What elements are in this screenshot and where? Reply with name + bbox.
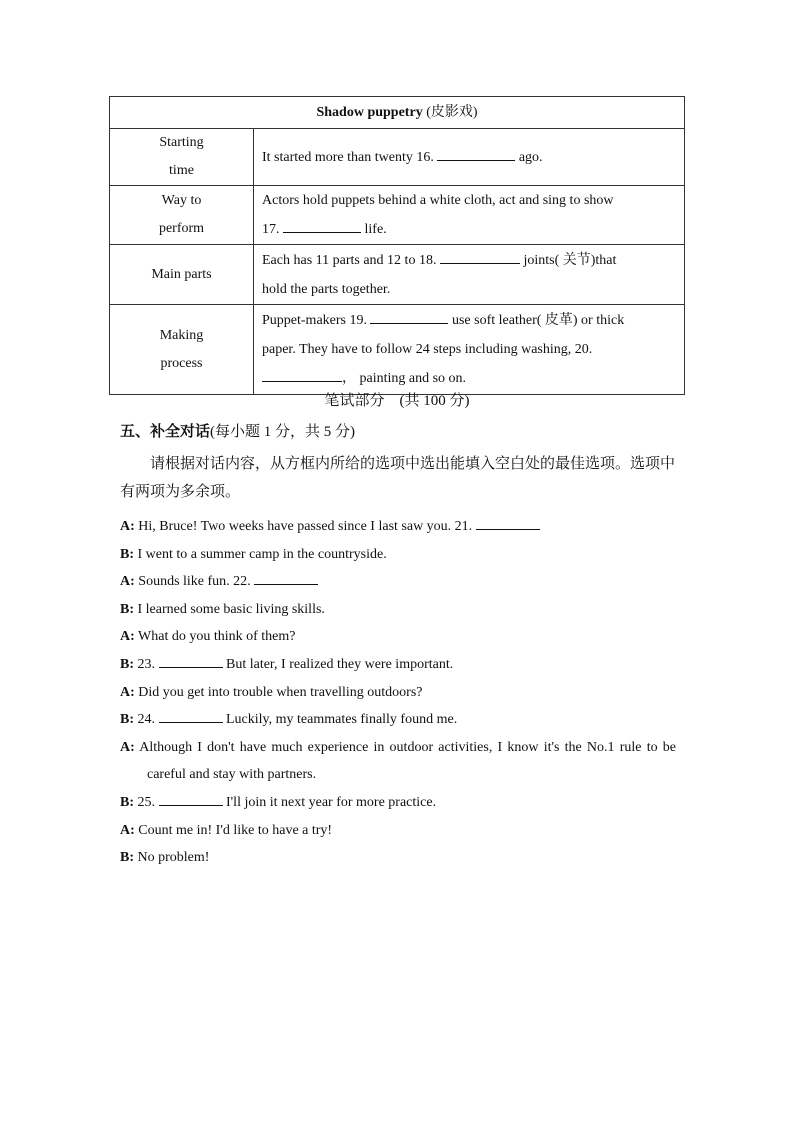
speaker-label: B: <box>120 546 134 562</box>
answer-blank[interactable] <box>159 793 223 806</box>
answer-blank-18[interactable] <box>440 249 520 264</box>
row-content-main-parts <box>254 245 685 305</box>
dialogue-text: 23. <box>137 656 159 672</box>
dialogue-line <box>120 596 676 624</box>
answer-blank[interactable] <box>254 572 318 585</box>
speaker-label: B: <box>120 794 134 810</box>
dialogue-line <box>120 513 676 541</box>
dialogue-line <box>120 623 676 651</box>
row-text: 17. <box>262 222 283 237</box>
dialogue-line <box>120 651 676 679</box>
row-text: ago. <box>515 149 543 165</box>
row-label-line: Way to <box>161 193 202 208</box>
row-label-line: process <box>160 355 203 371</box>
row-label-line: Main parts <box>151 266 212 282</box>
section-points: (每小题 1 分，共 5 分) <box>210 424 356 440</box>
row-text: Actors hold puppets behind a white cloth, act and sing to show <box>262 193 614 208</box>
dialogue-text: I went to a summer camp in the countryside. <box>137 546 387 562</box>
speaker-label: B: <box>120 712 134 728</box>
row-label-line: Making <box>159 327 204 343</box>
row-label-line: Starting <box>159 135 204 150</box>
row-label-main-parts <box>110 245 254 305</box>
dialogue-line <box>120 679 676 707</box>
answer-blank-17[interactable] <box>283 218 361 233</box>
table-row <box>110 245 685 305</box>
table-header-row <box>110 97 685 129</box>
speaker-label: A: <box>120 519 135 534</box>
dialogue-text: Although I don't have much experience in outdoor activities, I know it's the No.1 rule to be careful and stay with partners. <box>139 739 676 783</box>
dialogue-line <box>120 817 676 845</box>
dialogue-text: Sounds like fun. 22. <box>138 574 255 590</box>
dialogue-text: Luckily, my teammates finally found me. <box>222 712 458 728</box>
dialogue-text: 24. <box>137 712 159 728</box>
row-text-line <box>262 215 676 244</box>
answer-blank-19[interactable] <box>370 309 448 324</box>
dialogue-line <box>120 734 676 789</box>
written-part-note: 笔试部分 (共 100 分) <box>324 393 470 409</box>
row-text: It started more than twenty 16. <box>262 149 438 165</box>
speaker-label: A: <box>120 684 135 700</box>
row-label-way-to-perform <box>110 186 254 245</box>
section-title <box>120 421 355 443</box>
row-label-line: time <box>169 163 194 178</box>
dialogue-line <box>120 706 676 734</box>
dialogue-text: Hi, Bruce! Two weeks have passed since I last saw you. 21. <box>138 519 476 534</box>
dialogue <box>120 513 676 872</box>
dialogue-text: No problem! <box>137 850 210 866</box>
speaker-label: A: <box>120 629 135 645</box>
dialogue-text: Did you get into trouble when travelling outdoors? <box>138 684 423 700</box>
dialogue-line <box>120 844 676 872</box>
dialogue-text: What do you think of them? <box>138 629 296 645</box>
dialogue-text: Count me in! I'd like to have a try! <box>138 822 333 838</box>
dialogue-line <box>120 789 676 817</box>
row-text: ， painting and so on. <box>342 371 467 386</box>
table-title-en: Shadow puppetry <box>316 104 423 120</box>
dialogue-line <box>120 568 676 596</box>
dialogue-line <box>120 541 676 569</box>
shadow-puppetry-table <box>109 96 685 395</box>
row-text-line <box>262 246 676 275</box>
row-text: use soft leather( 皮革) or thick <box>448 313 625 328</box>
dialogue-text: But later, I realized they were important. <box>222 656 454 672</box>
speaker-label: A: <box>120 822 135 838</box>
answer-blank[interactable] <box>159 710 223 723</box>
speaker-label: B: <box>120 656 134 672</box>
row-text: hold the parts together. <box>262 281 391 297</box>
dialogue-text: I'll join it next year for more practice. <box>222 794 437 810</box>
speaker-label: A: <box>120 574 135 590</box>
row-text: life. <box>361 222 387 237</box>
answer-blank-20[interactable] <box>262 367 342 382</box>
speaker-label: A: <box>120 739 135 755</box>
table-row <box>110 129 685 186</box>
row-text: Puppet-makers 19. <box>262 313 371 328</box>
table-title <box>110 97 685 129</box>
row-text-line <box>262 364 676 393</box>
row-label-line: perform <box>158 221 205 236</box>
speaker-label: B: <box>120 601 134 617</box>
row-text: joints( 关节)that <box>519 252 617 268</box>
row-content-way-to-perform <box>254 186 685 245</box>
section-instructions: 请根据对话内容，从方框内所给的选项中选出能填入空白处的最佳选项。选项中有两项为多余项。 <box>120 456 676 500</box>
table-row <box>110 305 685 395</box>
row-text: paper. They have to follow 24 steps including washing, 20. <box>262 342 593 357</box>
dialogue-text: 25. <box>137 794 159 810</box>
section-title-text: 五、补全对话 <box>120 424 211 440</box>
table-row <box>110 186 685 245</box>
row-content-making-process <box>254 305 685 395</box>
answer-blank[interactable] <box>159 655 223 668</box>
answer-blank-16[interactable] <box>437 146 515 161</box>
speaker-label: B: <box>120 850 134 866</box>
dialogue-text: I learned some basic living skills. <box>137 601 325 617</box>
row-text-line <box>262 306 676 335</box>
row-content-starting-time <box>254 129 685 186</box>
row-label-making-process <box>110 305 254 395</box>
row-text: Each has 11 parts and 12 to 18. <box>262 252 440 268</box>
answer-blank[interactable] <box>476 517 540 530</box>
table-title-cn: (皮影戏) <box>426 104 478 120</box>
row-label-starting-time <box>110 129 254 186</box>
